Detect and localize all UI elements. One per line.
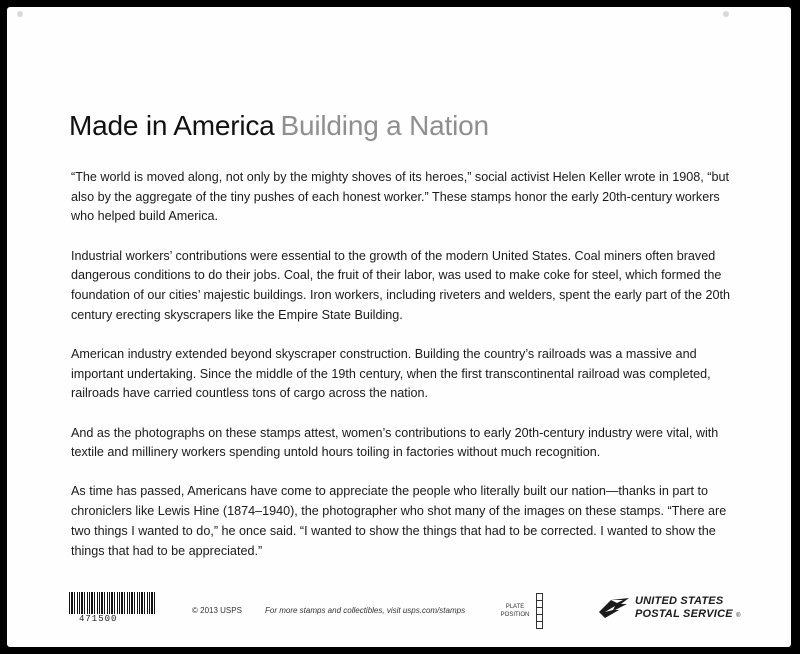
page-title <box>69 110 489 142</box>
paragraph: American industry extended beyond skyscraper construction. Building the country’s railroads was a massive and important undertaking. Since the middle of the 19th century, when the first transcontinental railroad was completed, railroads have carried countless tons of cargo across the nation. <box>71 346 711 401</box>
plate-label-line: PLATE <box>505 604 525 610</box>
title-main: Made in America <box>69 110 275 141</box>
punch-hole <box>723 11 729 17</box>
barcode <box>69 592 155 614</box>
plate-label-line: POSITION <box>500 612 530 618</box>
paragraph: And as the photographs on these stamps attest, women’s contributions to early 20th-century industry were vital, with textile and millinery workers spending untold hours toiling in factories without much recognition. <box>71 425 719 460</box>
paragraph: Industrial workers’ contributions were essential to the growth of the modern United States. Coal miners often braved dangerous conditions to do their jobs. Coal, the fruit of their labor, was used to make coke for steel, which formed the foundation of our cities’ majestic buildings. Iron workers, including riveters and welders, spent the early part of the 20th century erecting skyscrapers like the Empire State Building. <box>71 248 730 322</box>
paragraph: “The world is moved along, not only by the mighty shoves of its heroes,” social activist Helen Keller wrote in 1908, “but also by the aggregate of the tiny pushes of each honest worker.” These stamps honor the early 20th-century workers who helped build America. <box>71 170 729 224</box>
more-info-text: For more stamps and collectibles, visit usps.com/stamps <box>265 606 466 615</box>
registered-mark: ® <box>736 613 741 619</box>
body-text <box>71 168 731 581</box>
usps-eagle-icon <box>597 594 631 620</box>
usps-line-2: POSTAL SERVICE <box>635 608 733 620</box>
usps-logo-text <box>635 595 741 623</box>
punch-hole <box>17 11 23 17</box>
stamp-sheet-back <box>7 7 791 647</box>
barcode-number: 471500 <box>79 614 118 624</box>
paragraph: As time has passed, Americans have come to appreciate the people who literally built our nation—thanks in part to chroniclers like Lewis Hine (1874–1940), the photographer who shot many of the images on these stamps. “There are two things I wanted to do,” he once said. “I wanted to show the things that had to be corrected. I wanted to show the things that had to be appreciated.” <box>71 484 727 558</box>
plate-position-box <box>536 593 543 629</box>
title-subtitle: Building a Nation <box>280 110 489 141</box>
usps-line-1: UNITED STATES <box>635 595 724 607</box>
plate-position-label <box>497 603 533 619</box>
copyright-notice: © 2013 USPS <box>192 606 242 615</box>
footer <box>7 587 791 637</box>
